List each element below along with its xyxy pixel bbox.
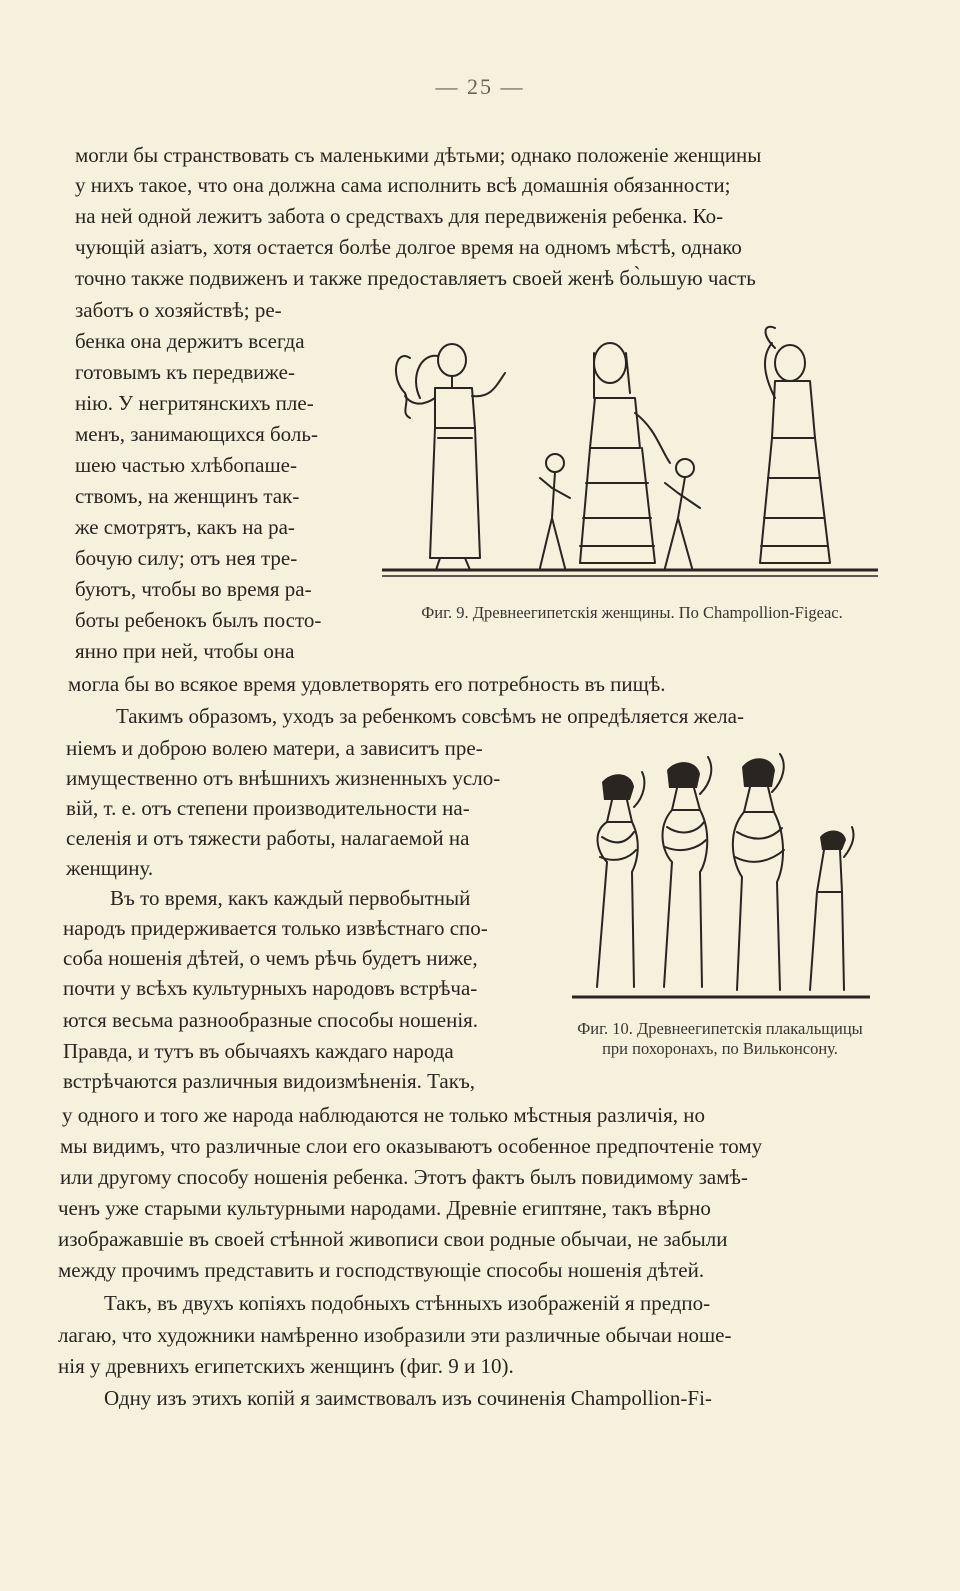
text-line: или другому способу ношенія ребенка. Этотъ фактъ былъ повидимому замѣ- [60,1165,748,1189]
text-line: менъ, занимающихся боль- [75,422,318,446]
figure-10-illustration [572,752,872,1004]
text-line: мы видимъ, что различные слои его оказываютъ особенное предпочтеніе тому [60,1134,763,1158]
text-line: изображавшіе въ своей стѣнной живописи свои родные обычаи, не забыли [58,1227,728,1251]
text-line: ствомъ, на женщинъ так- [75,484,300,508]
text-line: точно также подвиженъ и также предоставляетъ своей женѣ бо̀льшую часть [75,266,756,290]
text-line: бочую силу; отъ нея тре- [75,546,298,570]
text-line: нія у древнихъ египетскихъ женщинъ (фиг. 9 и 10). [58,1354,514,1378]
child-figure-1 [540,454,570,568]
text-line: почти у всѣхъ культурныхъ народовъ встрѣча- [63,976,478,1000]
text-line: вій, т. е. отъ степени производительности на- [66,796,470,820]
text-line: у одного и того же народа наблюдаются не только мѣстныя различія, но [62,1103,706,1127]
egyptian-woman-figure-1 [396,344,505,570]
text-line: имущественно отъ внѣшнихъ жизненныхъ усло- [66,766,501,790]
text-line: Такимъ образомъ, уходъ за ребенкомъ совсѣмъ не опредѣляется жела- [116,704,744,728]
page-number: — 25 — [435,74,525,99]
child-figure-3 [810,827,854,990]
text-line: чующій азіатъ, хотя остается болѣе долгое время на одномъ мѣстѣ, однако [75,235,742,259]
figure-9-caption: Фиг. 9. Древнеегипетскія женщины. По Champollion-Figeac. [421,603,843,622]
text-line: янно при ней, чтобы она [75,639,295,663]
text-line: могли бы странствовать съ маленькими дѣтьми; однако положеніе женщины [75,143,762,167]
egyptian-woman-figure-3 [760,327,830,563]
text-line: народъ придерживается только извѣстнаго спо- [63,916,488,940]
mourner-figure-1 [597,772,644,987]
text-line: ніемъ и доброю волею матери, а зависитъ пре- [66,736,483,760]
text-line: Правда, и тутъ въ обычаяхъ каждаго народа [63,1039,454,1063]
mourner-figure-2 [663,757,712,987]
text-line: соба ношенія дѣтей, о чемъ рѣчь будетъ ниже, [63,946,478,970]
figure-9-illustration [380,318,880,583]
text-line: встрѣчаются различныя видоизмѣненія. Такъ, [63,1069,476,1093]
text-line: шею частью хлѣбопаше- [75,453,297,477]
text-line: ченъ уже старыми культурными народами. Древніе египтяне, такъ вѣрно [58,1196,711,1220]
text-line: могла бы во всякое время удовлетворять его потребность въ пищѣ. [68,672,666,696]
text-line: между прочимъ представить и господствующіе способы ношенія дѣтей. [58,1258,705,1282]
text-line: бенка она держитъ всегда [75,329,305,353]
text-line: женщину. [66,856,154,880]
text-line: нію. У негритянскихъ пле- [75,391,314,415]
text-line: на ней одной лежитъ забота о средствахъ для передвиженія ребенка. Ко- [75,204,724,228]
text-line: же смотрятъ, какъ на ра- [75,515,295,539]
child-figure-2 [665,459,700,568]
egyptian-woman-figure-2 [580,343,670,563]
text-line: Такъ, въ двухъ копіяхъ подобныхъ стѣнныхъ изображеній я предпо- [104,1291,711,1315]
text-line: буютъ, чтобы во время ра- [75,577,312,601]
text-line: боты ребенокъ былъ посто- [75,608,322,632]
figure-10-caption: Фиг. 10. Древнеегипетскія плакальщицы при похоронахъ, по Вильконсону. [577,1019,863,1058]
text-line: ются весьма разнообразные способы ношенія. [63,1008,479,1032]
text-line: Въ то время, какъ каждый первобытный [110,886,471,910]
text-line: лагаю, что художники намѣренно изобразили эти различные обычаи ноше- [58,1323,732,1347]
text-line: Одну изъ этихъ копій я заимствовалъ изъ сочиненія Champollion-Fi- [104,1386,712,1410]
text-line: селенія и отъ тяжести работы, налагаемой на [66,826,470,850]
text-line: готовымъ къ передвиже- [75,360,295,384]
text-line: заботъ о хозяйствѣ; ре- [75,298,282,322]
mourner-figure-3 [733,754,784,990]
text-line: у нихъ такое, что она должна сама исполнить всѣ домашнія обязанности; [75,173,731,197]
